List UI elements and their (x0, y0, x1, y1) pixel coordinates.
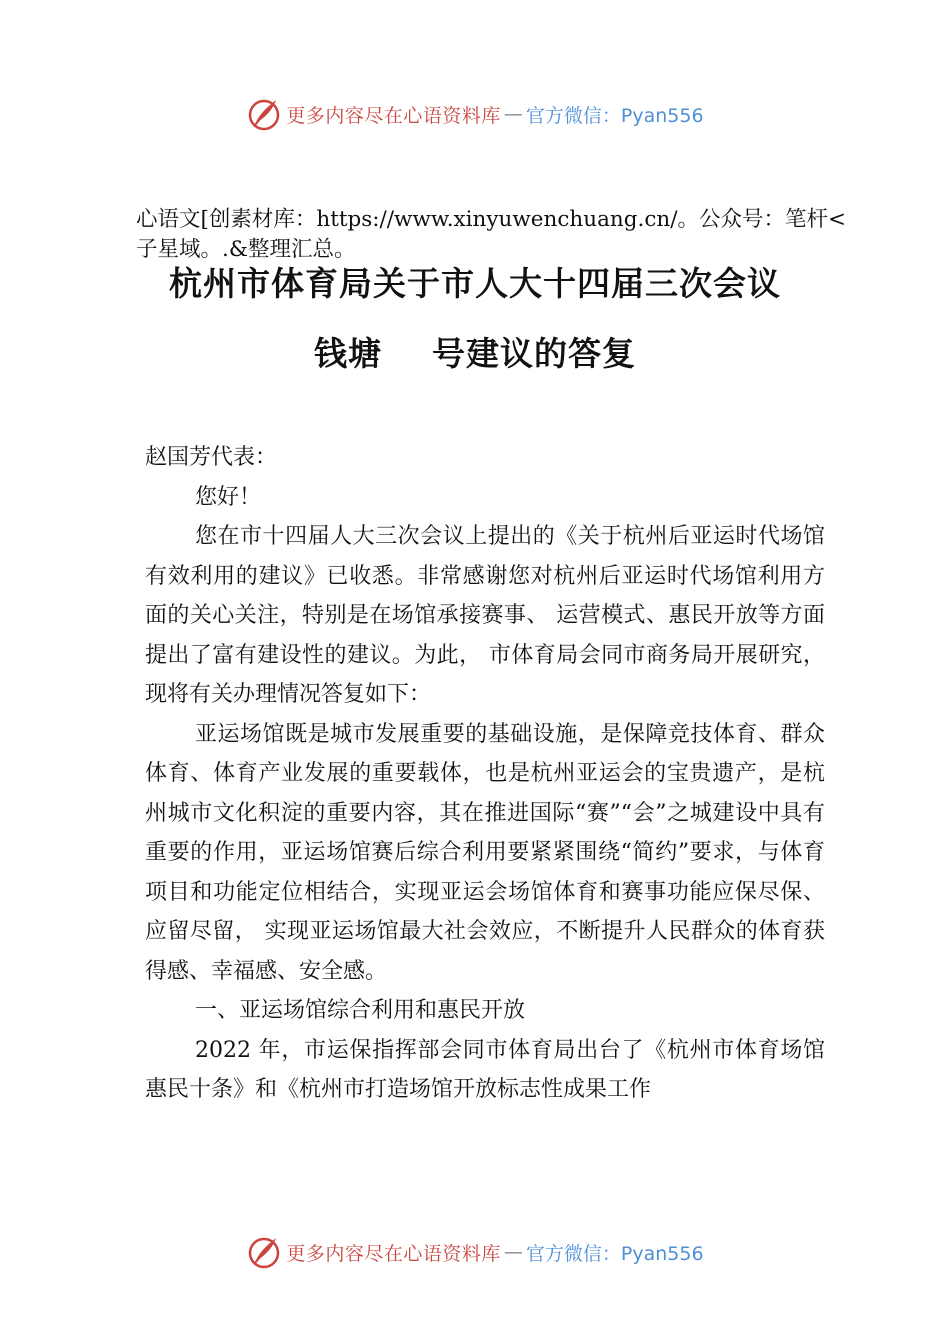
paragraph-1: 您在市十四届人大三次会议上提出的《关于杭州后亚运时代场馆有效利用的建议》已收悉。非常感谢您对杭州后亚运时代场馆利用方面的关心关注，特别是在场馆承接赛事、 运营模式、惠民开放等方面提出了富有建设性的建议。为此， 市体育局会同市商务局开展研究，现将有关办理情况答复如下： (145, 524, 825, 707)
greeting: 您好！ (195, 484, 262, 510)
title-line2-part2: 号建议的答复 (432, 334, 636, 373)
section-heading: 一、亚运场馆综合利用和惠民开放 (195, 998, 526, 1023)
source-note: 心语文[创素材库：https://www.xinyuwenchuang.cn/。公众号：笔杆<子星域。.&整理汇总。 (136, 207, 846, 262)
section-paragraph: 2022 年，市运保指挥部会同市体育局出台了《杭州市体育场馆惠民十条》和《杭州市打造场馆开放标志性成果工作 (145, 1037, 825, 1102)
salutation: 赵国芳代表： (145, 445, 278, 470)
banner-main-text: 更多内容尽在心语资料库 (286, 104, 501, 127)
banner-separator: — (503, 1241, 523, 1263)
title-line2-part1: 钱塘 (314, 334, 382, 373)
document-title-line2 (0, 328, 950, 375)
document-title-line1: 杭州市体育局关于市人大十四届三次会议 (169, 264, 781, 303)
quill-seal-icon (246, 96, 282, 132)
header-banner (0, 94, 950, 134)
banner-wechat: 官方微信：Pyan556 (525, 1242, 704, 1265)
footer-banner (0, 1232, 950, 1272)
paragraph-2: 亚运场馆既是城市发展重要的基础设施，是保障竞技体育、群众体育、体育产业发展的重要载体，也是杭州亚运会的宝贵遗产，是杭州城市文化积淀的重要内容，其在推进国际“赛”“会”之城建设中具有重要的作用，亚运场馆赛后综合利用要紧紧围绕“简约”要求，与体育项目和功能定位相结合，实现亚运会场馆体育和赛事功能应保尽保、应留尽留， 实现亚运场馆最大社会效应，不断提升人民群众的体育获得感、幸福感、安全感。 (145, 721, 825, 984)
letter-body (145, 438, 825, 1110)
banner-wechat: 官方微信：Pyan556 (525, 104, 704, 127)
banner-main-text: 更多内容尽在心语资料库 (286, 1242, 501, 1265)
quill-seal-icon (246, 1234, 282, 1270)
banner-separator: — (503, 103, 523, 125)
